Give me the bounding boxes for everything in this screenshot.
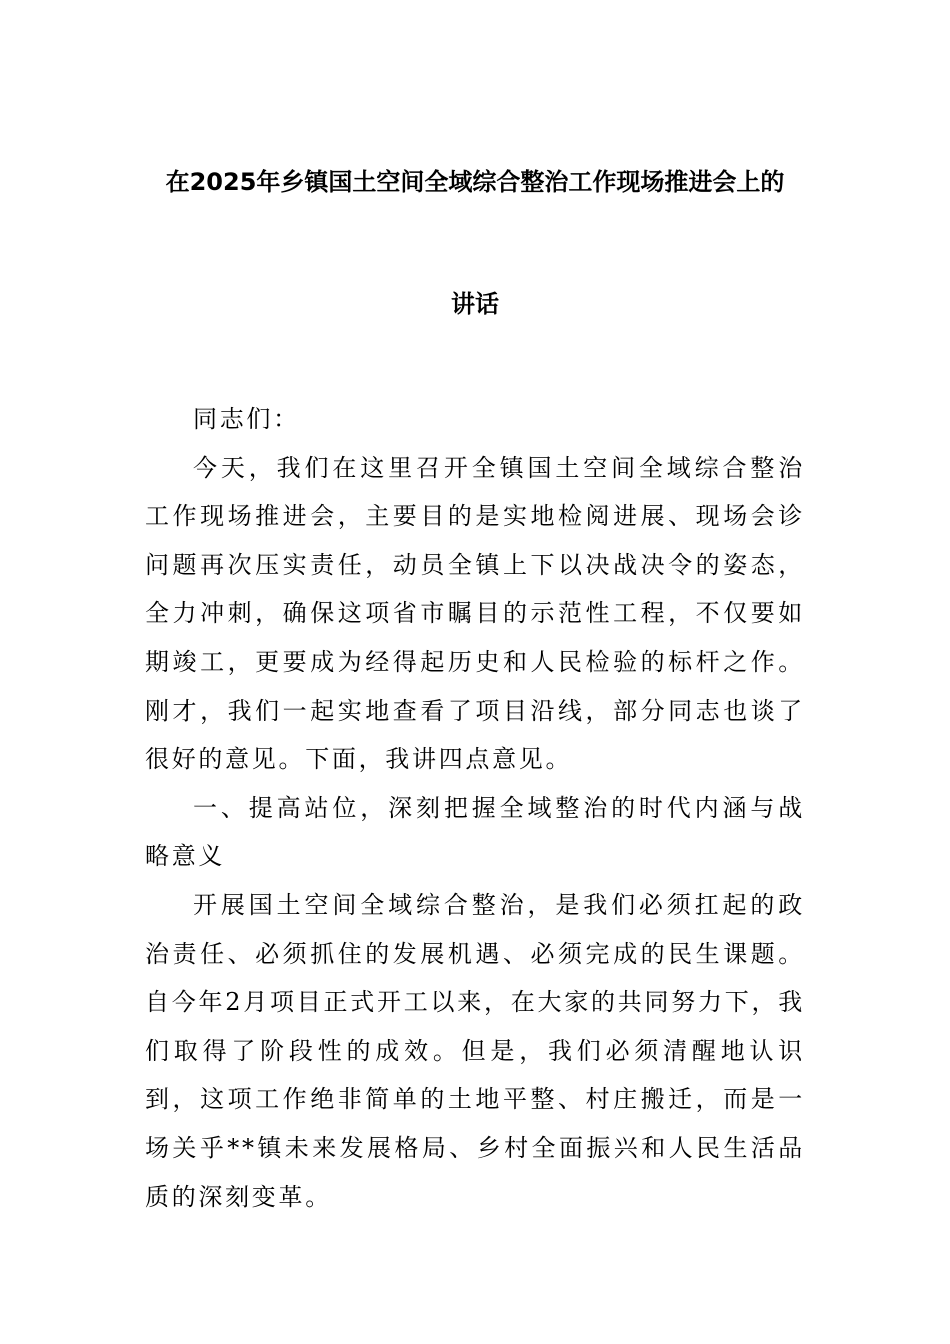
intro-paragraph: 今天，我们在这里召开全镇国土空间全域综合整治工作现场推进会，主要目的是实地检阅进展、现场会诊问题再次压实责任，动员全镇上下以决战决令的姿态，全力冲刺，确保这项省市瞩目的示范性工程，不仅要如期竣工，更要成为经得起历史和人民检验的标杆之作。刚才，我们一起实地查看了项目沿线，部分同志也谈了很好的意见。下面，我讲四点意见。 [145, 453, 805, 774]
document-title-line-2: 讲话 [451, 290, 499, 318]
section-heading-1: 一、提高站位，深刻把握全域整治的时代内涵与战略意义 [145, 793, 805, 871]
document-title-line-1: 在2025年乡镇国土空间全域综合整治工作现场推进会上的 [165, 168, 785, 196]
document-body [145, 395, 805, 1221]
salutation-paragraph: 同志们： [193, 405, 300, 433]
body-paragraph: 开展国土空间全域综合整治，是我们必须扛起的政治责任、必须抓住的发展机遇、必须完成的民生课题。自今年2月项目正式开工以来，在大家的共同努力下，我们取得了阶段性的成效。但是，我们必须清醒地认识到，这项工作绝非简单的土地平整、村庄搬迁，而是一场关乎**镇未来发展格局、乡村全面振兴和人民生活品质的深刻变革。 [145, 890, 805, 1211]
